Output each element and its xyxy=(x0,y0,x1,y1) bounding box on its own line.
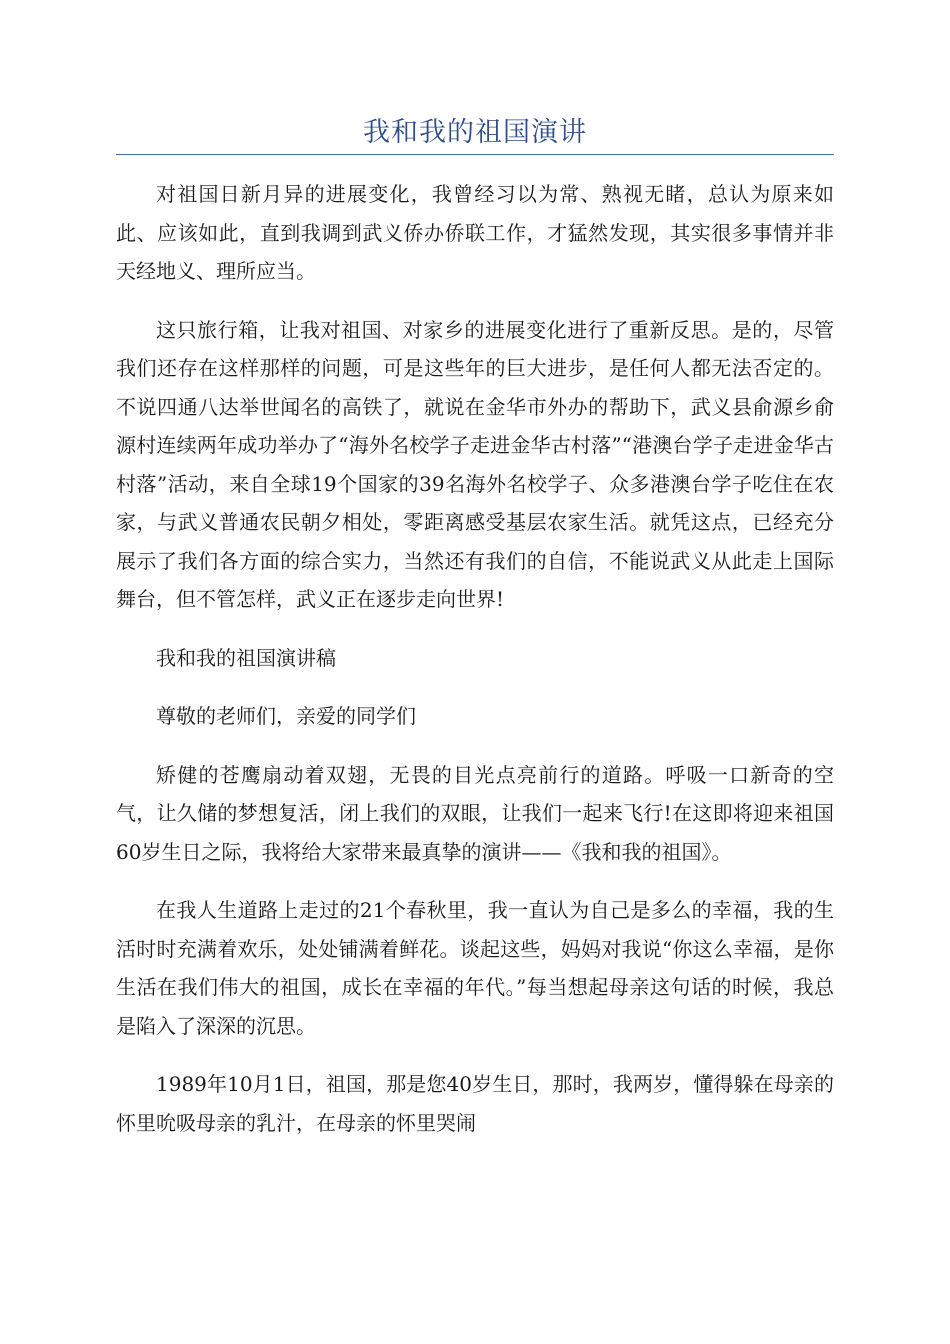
paragraph-3: 我和我的祖国演讲稿 xyxy=(156,645,336,670)
paragraph-2: 这只旅行箱，让我对祖国、对家乡的进展变化进行了重新反思。是的，尽管我们还存在这样那样的问题，可是这些年的巨大进步，是任何人都无法否定的。不说四通八达举世闻名的高铁了，就说在金华市外办的帮助下，武义县俞源乡俞源村连续两年成功举办了“海外名校学子走进金华古村落”“港澳台学子走进金华古村落”活动，来自全球19个国家的39名海外名校学子、众多港澳台学子吃住在农家，与武义普通农民朝夕相处，零距离感受基层农家生活。就凭这点，已经充分展示了我们各方面的综合实力，当然还有我们的自信，不能说武义从此走上国际舞台，但不管怎样，武义正在逐步走向世界! xyxy=(116,317,834,611)
paragraph-7: 1989年10月1日，祖国，那是您40岁生日，那时，我两岁，懂得躲在母亲的怀里吮吸母亲的乳汁，在母亲的怀里哭闹 xyxy=(116,1072,834,1135)
document-body xyxy=(116,175,834,1162)
paragraph-1: 对祖国日新月异的进展变化，我曾经习以为常、熟视无睹，总认为原来如此、应该如此，直到我调到武义侨办侨联工作，才猛然发现，其实很多事情并非天经地义、理所应当。 xyxy=(116,182,834,283)
document-title: 我和我的祖国演讲 xyxy=(363,117,587,148)
paragraph-5: 矫健的苍鹰扇动着双翅，无畏的目光点亮前行的道路。呼吸一口新奇的空气，让久储的梦想复活，闭上我们的双眼，让我们一起来飞行!在这即将迎来祖国60岁生日之际，我将给大家带来最真挚的演讲——《我和我的祖国》。 xyxy=(116,762,834,864)
paragraph-4: 尊敬的老师们，亲爱的同学们 xyxy=(156,704,416,728)
title-underline xyxy=(116,154,834,155)
paragraph-6: 在我人生道路上走过的21个春秋里，我一直认为自己是多么的幸福，我的生活时时充满着欢乐，处处铺满着鲜花。谈起这些，妈妈对我说“你这么幸福，是你生活在我们伟大的祖国，成长在幸福的年代。”每当想起母亲这句话的时候，我总是陷入了深深的沉思。 xyxy=(116,898,834,1038)
